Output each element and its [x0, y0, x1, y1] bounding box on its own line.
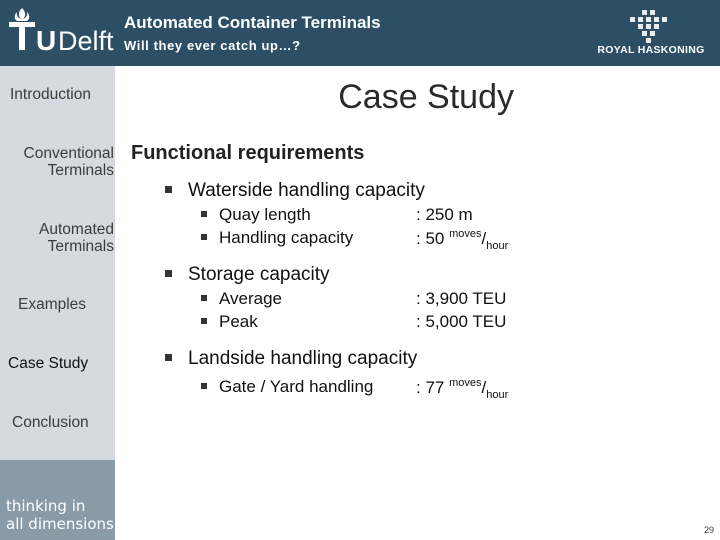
sidebar-item-label: Conventional — [23, 145, 114, 162]
requirement-group: Waterside handling capacity — [188, 180, 425, 201]
presentation-subtitle: Will they ever catch up…? — [124, 38, 301, 53]
value-number: : 50 — [416, 229, 450, 248]
bullet-square-icon — [201, 295, 207, 301]
bullet-square-icon — [201, 234, 207, 240]
sidebar-item-label: Automated — [39, 221, 114, 238]
requirement-value — [416, 377, 508, 401]
sidebar-item-examples[interactable]: Examples — [18, 296, 87, 313]
presentation-title: Automated Container Terminals — [124, 13, 381, 32]
requirement-value — [416, 228, 508, 252]
requirement-label: Quay length — [219, 205, 311, 224]
bullet-square-icon — [201, 318, 207, 324]
tudelft-logo — [8, 6, 114, 60]
bullet-square-icon — [165, 270, 172, 277]
tagline-line: all dimensions — [6, 515, 114, 533]
requirement-value: : 5,000 TEU — [416, 312, 507, 331]
value-unit-slash: / — [481, 378, 487, 397]
requirement-value: : 3,900 TEU — [416, 289, 507, 308]
slide-title: Case Study — [338, 78, 514, 116]
requirement-label: Average — [219, 289, 283, 308]
sidebar-item-label: Terminals — [47, 162, 114, 179]
requirement-label: Gate / Yard handling — [219, 377, 374, 396]
value-unit-subscript: hour — [486, 240, 509, 252]
tagline-line: thinking in — [6, 497, 86, 515]
sidebar-item-case-study[interactable]: Case Study — [8, 355, 89, 372]
bullet-square-icon — [201, 211, 207, 217]
svg-text:U: U — [36, 25, 57, 56]
svg-text:Delft: Delft — [58, 26, 114, 56]
tagline — [6, 497, 114, 533]
requirement-group: Landside handling capacity — [188, 348, 418, 369]
requirement-label: Handling capacity — [219, 228, 354, 247]
bullet-square-icon — [201, 383, 207, 389]
value-unit-superscript: moves — [449, 228, 482, 240]
value-unit-superscript: moves — [449, 377, 482, 389]
sidebar-item-conventional-terminals[interactable] — [24, 145, 114, 179]
sidebar-item-automated-terminals[interactable] — [39, 221, 114, 255]
page-number: 29 — [704, 525, 715, 535]
royal-haskoning-wordmark: ROYAL HASKONING — [597, 44, 705, 56]
section-heading: Functional requirements — [131, 142, 365, 164]
sidebar-item-conclusion[interactable]: Conclusion — [12, 414, 89, 431]
header-bar — [0, 0, 720, 66]
requirement-value: : 250 m — [416, 205, 473, 224]
requirement-label: Peak — [219, 312, 258, 331]
bullet-square-icon — [165, 354, 172, 361]
value-unit-slash: / — [481, 229, 487, 248]
value-number: : 77 — [416, 378, 450, 397]
sidebar-item-introduction[interactable]: Introduction — [10, 86, 91, 103]
value-unit-subscript: hour — [486, 389, 509, 401]
bullet-square-icon — [165, 186, 172, 193]
sidebar-item-label: Terminals — [47, 238, 114, 255]
requirement-group: Storage capacity — [188, 264, 330, 285]
